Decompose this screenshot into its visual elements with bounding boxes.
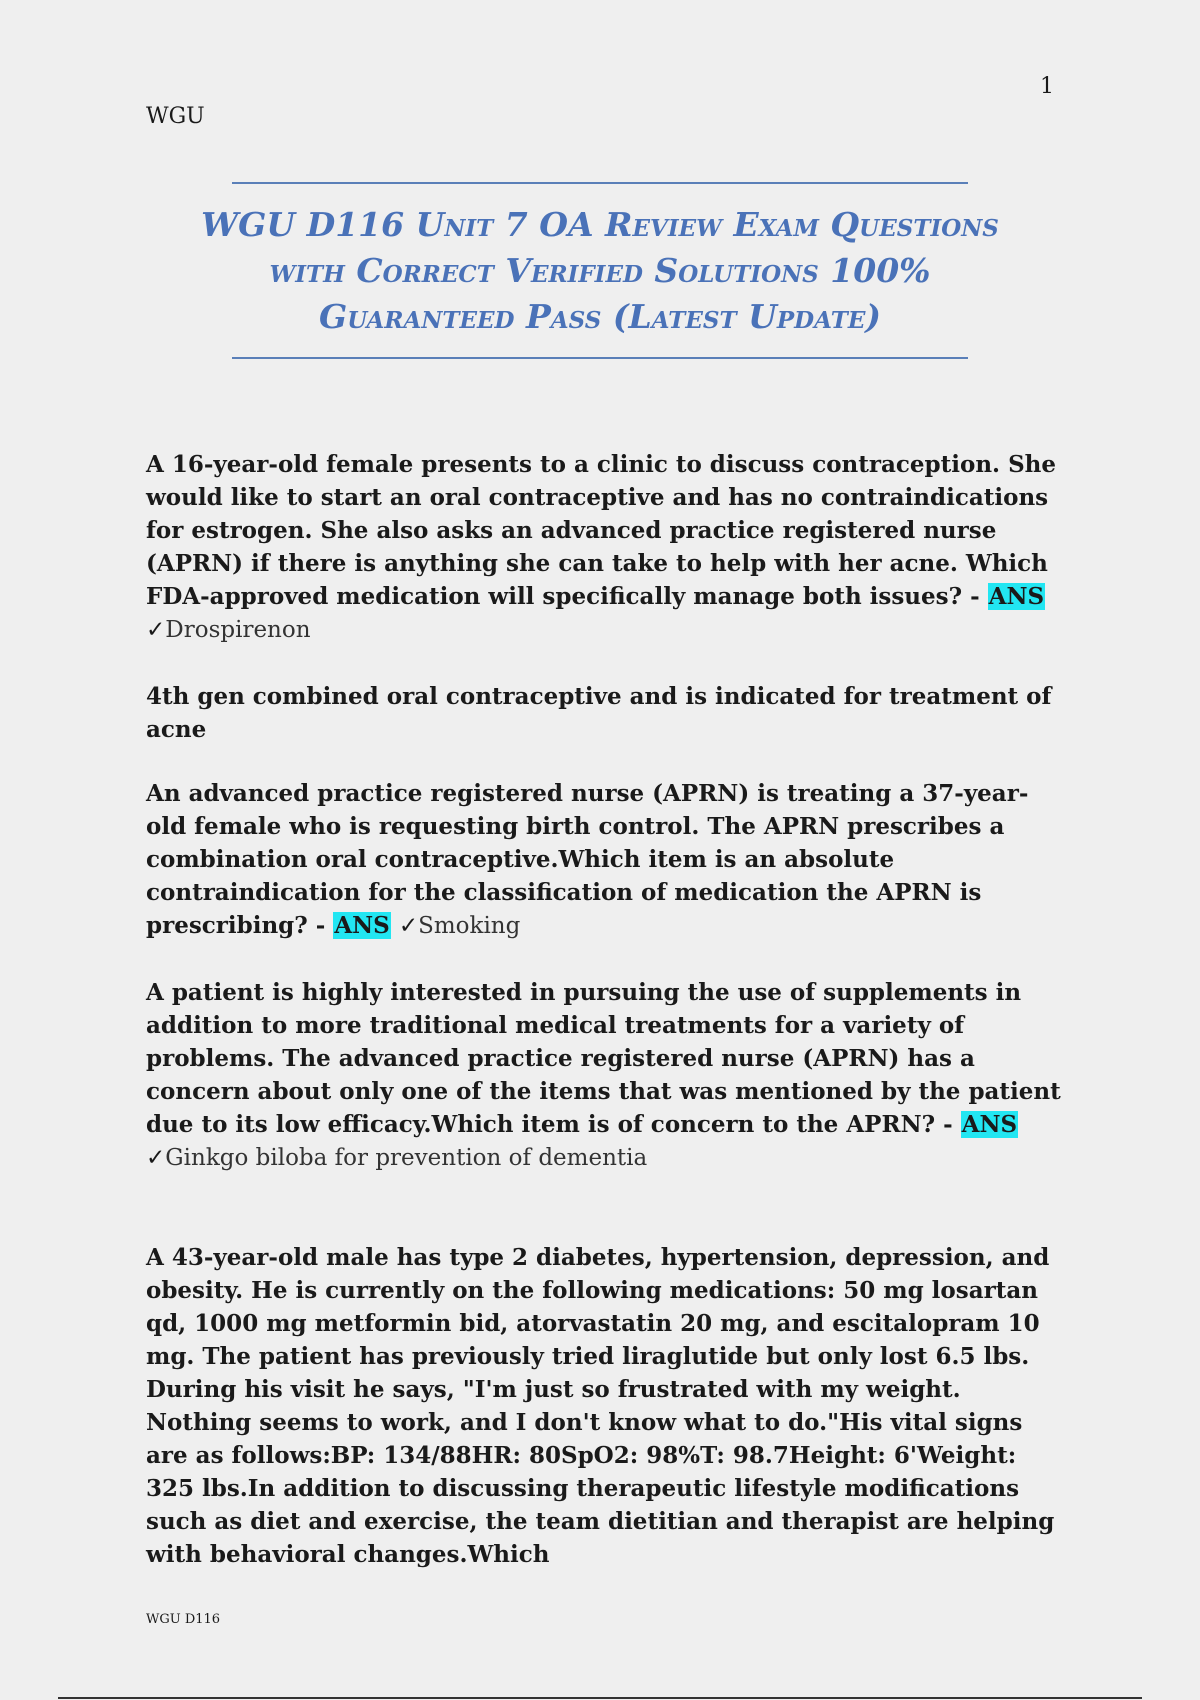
answer-explanation	[146, 680, 1066, 746]
page-number: 1	[1040, 74, 1054, 99]
ans-highlight: ANS	[334, 912, 390, 939]
footer-label: WGU D116	[146, 1612, 221, 1627]
page-bottom-rule	[58, 1697, 1142, 1699]
check-icon: ✓	[146, 617, 166, 643]
title-line-3: Guaranteed Pass (Latest Update)	[319, 297, 881, 336]
question-3	[146, 976, 1066, 1175]
check-icon: ✓	[398, 913, 419, 939]
explanation-text: 4th gen combined oral contraceptive and is indicated for treatment of acne	[146, 683, 1052, 743]
ans-highlight: ANS	[988, 583, 1045, 610]
question-text: An advanced practice registered nurse (APRN) is treating a 37-year-old female who is requesting birth control. The APRN prescribes a combination oral contraceptive.Which item is an absolute contraindication for the classification of medication the APRN is prescribing? -	[146, 780, 1029, 939]
title-top-rule	[232, 182, 968, 184]
question-text: A 16-year-old female presents to a clinic to discuss contraception. She would like to start an oral contraceptive and has no contraindications for estrogen. She also asks an advanced practice registered nurse (APRN) if there is anything she can take to help with her acne. Which FDA-approved medication will specifically manage both issues? -	[146, 451, 1057, 610]
check-icon: ✓	[146, 1145, 166, 1171]
title-line-2: with Correct Verified Solutions 100%	[269, 251, 931, 290]
question-4	[146, 1241, 1066, 1571]
answer-text: Smoking	[418, 913, 521, 939]
question-text: A patient is highly interested in pursuing the use of supplements in addition to more traditional medical treatments for a variety of problems. The advanced practice registered nurse (APRN) has a concern about only one of the items that was mentioned by the patient due to its low efficacy.Which item is of concern to the APRN? -	[146, 979, 1061, 1138]
answer-text: Drospirenon	[165, 617, 311, 643]
question-2	[146, 777, 1066, 943]
question-1	[146, 448, 1066, 647]
header-label: WGU	[146, 104, 205, 129]
title-bottom-rule	[232, 357, 968, 359]
answer-text: Ginkgo biloba for prevention of dementia	[165, 1145, 648, 1171]
document-title	[200, 202, 1000, 340]
ans-highlight: ANS	[961, 1111, 1018, 1138]
question-text: A 43-year-old male has type 2 diabetes, hypertension, depression, and obesity. He is currently on the following medications: 50 mg losartan qd, 1000 mg metformin bid, atorvastatin 20 mg, and escitalopram 10 mg. The patient has previously tried liraglutide but only lost 6.5 lbs. During his visit he says, "I'm just so frustrated with my weight. Nothing seems to work, and I don't know what to do."His vital signs are as follows:BP: 134/88HR: 80SpO2: 98%T: 98.7Height: 6'Weight: 325 lbs.In addition to discussing therapeutic lifestyle modifications such as diet and exercise, the team dietitian and therapist are helping with behavioral changes.Which	[146, 1244, 1055, 1568]
title-line-1: WGU D116 Unit 7 OA Review Exam Questions	[201, 205, 999, 244]
